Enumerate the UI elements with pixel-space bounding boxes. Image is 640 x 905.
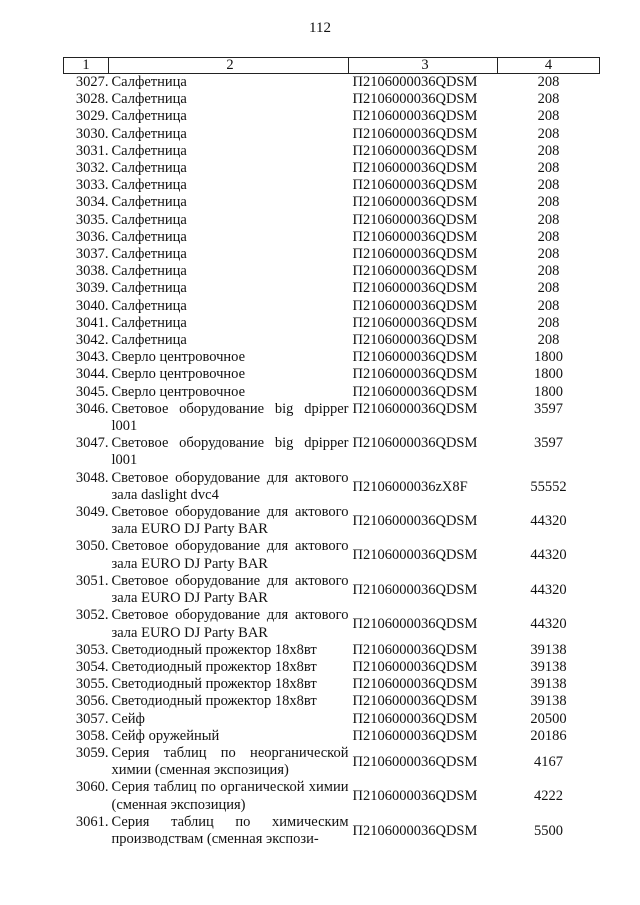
item-value: 39138 (530, 641, 567, 658)
item-value: 208 (537, 142, 560, 159)
item-code: П2106000036QDSM (352, 616, 478, 633)
row-number: 3032. (75, 160, 109, 177)
item-code: П2106000036QDSM (352, 366, 478, 383)
item-name: Световое оборудование для актового зала EURO DJ Party BAR (111, 607, 349, 641)
item-code: П2106000036QDSM (352, 142, 478, 159)
table-row (64, 246, 600, 263)
item-name: Салфетница (111, 332, 187, 349)
table-body (64, 74, 600, 849)
table-row (64, 745, 600, 779)
item-name: Салфетница (111, 91, 187, 108)
item-code: П2106000036QDSM (352, 246, 478, 263)
item-value: 4167 (534, 753, 563, 770)
item-value: 208 (537, 177, 560, 194)
item-name: Салфетница (111, 246, 187, 263)
table-row (64, 177, 600, 194)
item-code: П2106000036QDSM (352, 177, 478, 194)
table-row (64, 676, 600, 693)
item-name: Салфетница (111, 194, 187, 211)
table-row (64, 814, 600, 848)
item-code: П2106000036QDSM (352, 435, 478, 452)
row-number: 3030. (75, 125, 109, 142)
row-number: 3050. (75, 538, 109, 555)
table-row (64, 91, 600, 108)
table-row (64, 435, 600, 469)
row-number: 3058. (75, 727, 109, 744)
item-value: 39138 (530, 693, 567, 710)
item-code: П2106000036QDSM (352, 194, 478, 211)
table-row (64, 504, 600, 538)
item-code: П2106000036QDSM (352, 658, 478, 675)
item-code: П2106000036QDSM (352, 349, 478, 366)
table-row (64, 366, 600, 383)
item-code: П2106000036zX8F (352, 478, 468, 495)
item-name: Сейф оружейный (111, 727, 220, 744)
item-value: 208 (537, 74, 560, 90)
row-number: 3043. (75, 349, 109, 366)
row-number: 3060. (75, 779, 109, 796)
table-row (64, 470, 600, 504)
row-number: 3059. (75, 744, 109, 761)
item-name: Светодиодный прожектор 18х8вт (111, 658, 317, 675)
item-name: Серия таблиц по органической химии (сменная экспозиция) (111, 779, 349, 813)
table-row (64, 212, 600, 229)
table-row (64, 349, 600, 366)
item-code: П2106000036QDSM (352, 383, 478, 400)
item-value: 44320 (530, 547, 567, 564)
item-value: 3597 (534, 400, 563, 417)
item-code: П2106000036QDSM (352, 125, 478, 142)
item-code: П2106000036QDSM (352, 228, 478, 245)
item-code: П2106000036QDSM (352, 400, 478, 417)
row-number: 3028. (75, 91, 109, 108)
item-name: Светодиодный прожектор 18х8вт (111, 693, 317, 710)
row-number: 3039. (75, 280, 109, 297)
item-name: Светодиодный прожектор 18х8вт (111, 676, 317, 693)
item-value: 208 (537, 211, 560, 228)
item-name: Сейф (111, 710, 145, 727)
item-code: П2106000036QDSM (352, 788, 478, 805)
item-name: Салфетница (111, 108, 187, 125)
row-number: 3047. (75, 435, 109, 452)
item-code: П2106000036QDSM (352, 91, 478, 108)
item-value: 208 (537, 263, 560, 280)
page-number: 112 (309, 20, 331, 36)
row-number: 3053. (75, 641, 109, 658)
item-value: 1800 (534, 366, 563, 383)
item-code: П2106000036QDSM (352, 693, 478, 710)
item-name: Салфетница (111, 280, 187, 297)
item-code: П2106000036QDSM (352, 332, 478, 349)
item-name: Салфетница (111, 297, 187, 314)
item-value: 39138 (530, 658, 567, 675)
table-row (64, 160, 600, 177)
item-value: 208 (537, 91, 560, 108)
item-code: П2106000036QDSM (352, 710, 478, 727)
row-number: 3049. (75, 504, 109, 521)
row-number: 3038. (75, 263, 109, 280)
item-code: П2106000036QDSM (352, 547, 478, 564)
table-row (64, 143, 600, 160)
column-header-3: 3 (349, 58, 498, 74)
item-value: 208 (537, 246, 560, 263)
item-name: Салфетница (111, 177, 187, 194)
item-code: П2106000036QDSM (352, 160, 478, 177)
table-row (64, 332, 600, 349)
inventory-table (63, 57, 600, 848)
item-value: 55552 (530, 478, 567, 495)
table-row (64, 298, 600, 315)
item-code: П2106000036QDSM (352, 753, 478, 770)
table-row (64, 711, 600, 728)
item-name: Световое оборудование big dpipper l001 (111, 435, 349, 469)
table-header-row (64, 58, 600, 74)
item-value: 208 (537, 108, 560, 125)
item-code: П2106000036QDSM (352, 314, 478, 331)
item-code: П2106000036QDSM (352, 211, 478, 228)
item-name: Салфетница (111, 228, 187, 245)
item-name: Салфетница (111, 160, 187, 177)
row-number: 3061. (75, 813, 109, 830)
item-name: Световое оборудование для актового зала EURO DJ Party BAR (111, 504, 349, 538)
item-code: П2106000036QDSM (352, 263, 478, 280)
item-value: 20500 (530, 710, 567, 727)
item-value: 1800 (534, 383, 563, 400)
table-row (64, 384, 600, 401)
item-name: Сверло центровочное (111, 349, 246, 366)
row-number: 3033. (75, 177, 109, 194)
item-name: Салфетница (111, 142, 187, 159)
item-value: 20186 (530, 727, 567, 744)
table-row (64, 108, 600, 125)
row-number: 3031. (75, 142, 109, 159)
item-value: 208 (537, 332, 560, 349)
column-header-1: 1 (64, 58, 109, 74)
item-code: П2106000036QDSM (352, 513, 478, 530)
item-value: 39138 (530, 676, 567, 693)
item-value: 44320 (530, 581, 567, 598)
item-value: 44320 (530, 513, 567, 530)
item-name: Серия таблиц по химическим производствам (сменная экспози- (111, 813, 349, 847)
row-number: 3057. (75, 710, 109, 727)
item-value: 208 (537, 314, 560, 331)
table-row (64, 779, 600, 813)
row-number: 3054. (75, 658, 109, 675)
row-number: 3036. (75, 228, 109, 245)
item-code: П2106000036QDSM (352, 74, 478, 90)
item-name: Световое оборудование для актового зала daslight dvc4 (111, 469, 349, 503)
row-number: 3055. (75, 676, 109, 693)
item-name: Сверло центровочное (111, 366, 246, 383)
table-row (64, 728, 600, 745)
item-value: 208 (537, 160, 560, 177)
item-code: П2106000036QDSM (352, 581, 478, 598)
item-value: 3597 (534, 435, 563, 452)
table-row (64, 642, 600, 659)
item-name: Салфетница (111, 211, 187, 228)
item-code: П2106000036QDSM (352, 822, 478, 839)
item-code: П2106000036QDSM (352, 108, 478, 125)
table-row (64, 573, 600, 607)
table-row (64, 194, 600, 211)
table-row (64, 693, 600, 710)
row-number: 3041. (75, 314, 109, 331)
item-name: Сверло центровочное (111, 383, 246, 400)
row-number: 3048. (75, 469, 109, 486)
row-number: 3034. (75, 194, 109, 211)
table-row (64, 315, 600, 332)
item-code: П2106000036QDSM (352, 280, 478, 297)
item-value: 208 (537, 228, 560, 245)
item-code: П2106000036QDSM (352, 641, 478, 658)
table-row (64, 659, 600, 676)
table-row (64, 607, 600, 641)
item-value: 208 (537, 280, 560, 297)
item-value: 4222 (534, 788, 563, 805)
item-value: 44320 (530, 616, 567, 633)
table-row (64, 229, 600, 246)
row-number: 3046. (75, 400, 109, 417)
row-number: 3027. (75, 74, 109, 90)
table-row (64, 538, 600, 572)
item-name: Салфетница (111, 74, 187, 90)
column-header-4: 4 (498, 58, 600, 74)
row-number: 3051. (75, 572, 109, 589)
item-value: 208 (537, 125, 560, 142)
table-row (64, 280, 600, 297)
item-name: Салфетница (111, 263, 187, 280)
row-number: 3040. (75, 297, 109, 314)
table-row (64, 401, 600, 435)
item-code: П2106000036QDSM (352, 297, 478, 314)
item-name: Световое оборудование для актового зала EURO DJ Party BAR (111, 538, 349, 572)
row-number: 3045. (75, 383, 109, 400)
table-row (64, 74, 600, 92)
item-name: Салфетница (111, 125, 187, 142)
item-name: Светодиодный прожектор 18х8вт (111, 641, 317, 658)
item-name: Салфетница (111, 314, 187, 331)
column-header-2: 2 (109, 58, 349, 74)
item-name: Световое оборудование для актового зала EURO DJ Party BAR (111, 572, 349, 607)
table-row (64, 263, 600, 280)
table-row (64, 126, 600, 143)
item-value: 208 (537, 297, 560, 314)
row-number: 3042. (75, 332, 109, 349)
item-value: 208 (537, 194, 560, 211)
row-number: 3056. (75, 693, 109, 710)
item-code: П2106000036QDSM (352, 727, 478, 744)
row-number: 3044. (75, 366, 109, 383)
row-number: 3035. (75, 211, 109, 228)
item-value: 1800 (534, 349, 563, 366)
row-number: 3052. (75, 607, 109, 624)
item-name: Серия таблиц по неорганической химии (сменная экспозиция) (111, 744, 349, 779)
row-number: 3029. (75, 108, 109, 125)
item-code: П2106000036QDSM (352, 676, 478, 693)
item-value: 5500 (534, 822, 563, 839)
row-number: 3037. (75, 246, 109, 263)
item-name: Световое оборудование big dpipper l001 (111, 400, 349, 435)
